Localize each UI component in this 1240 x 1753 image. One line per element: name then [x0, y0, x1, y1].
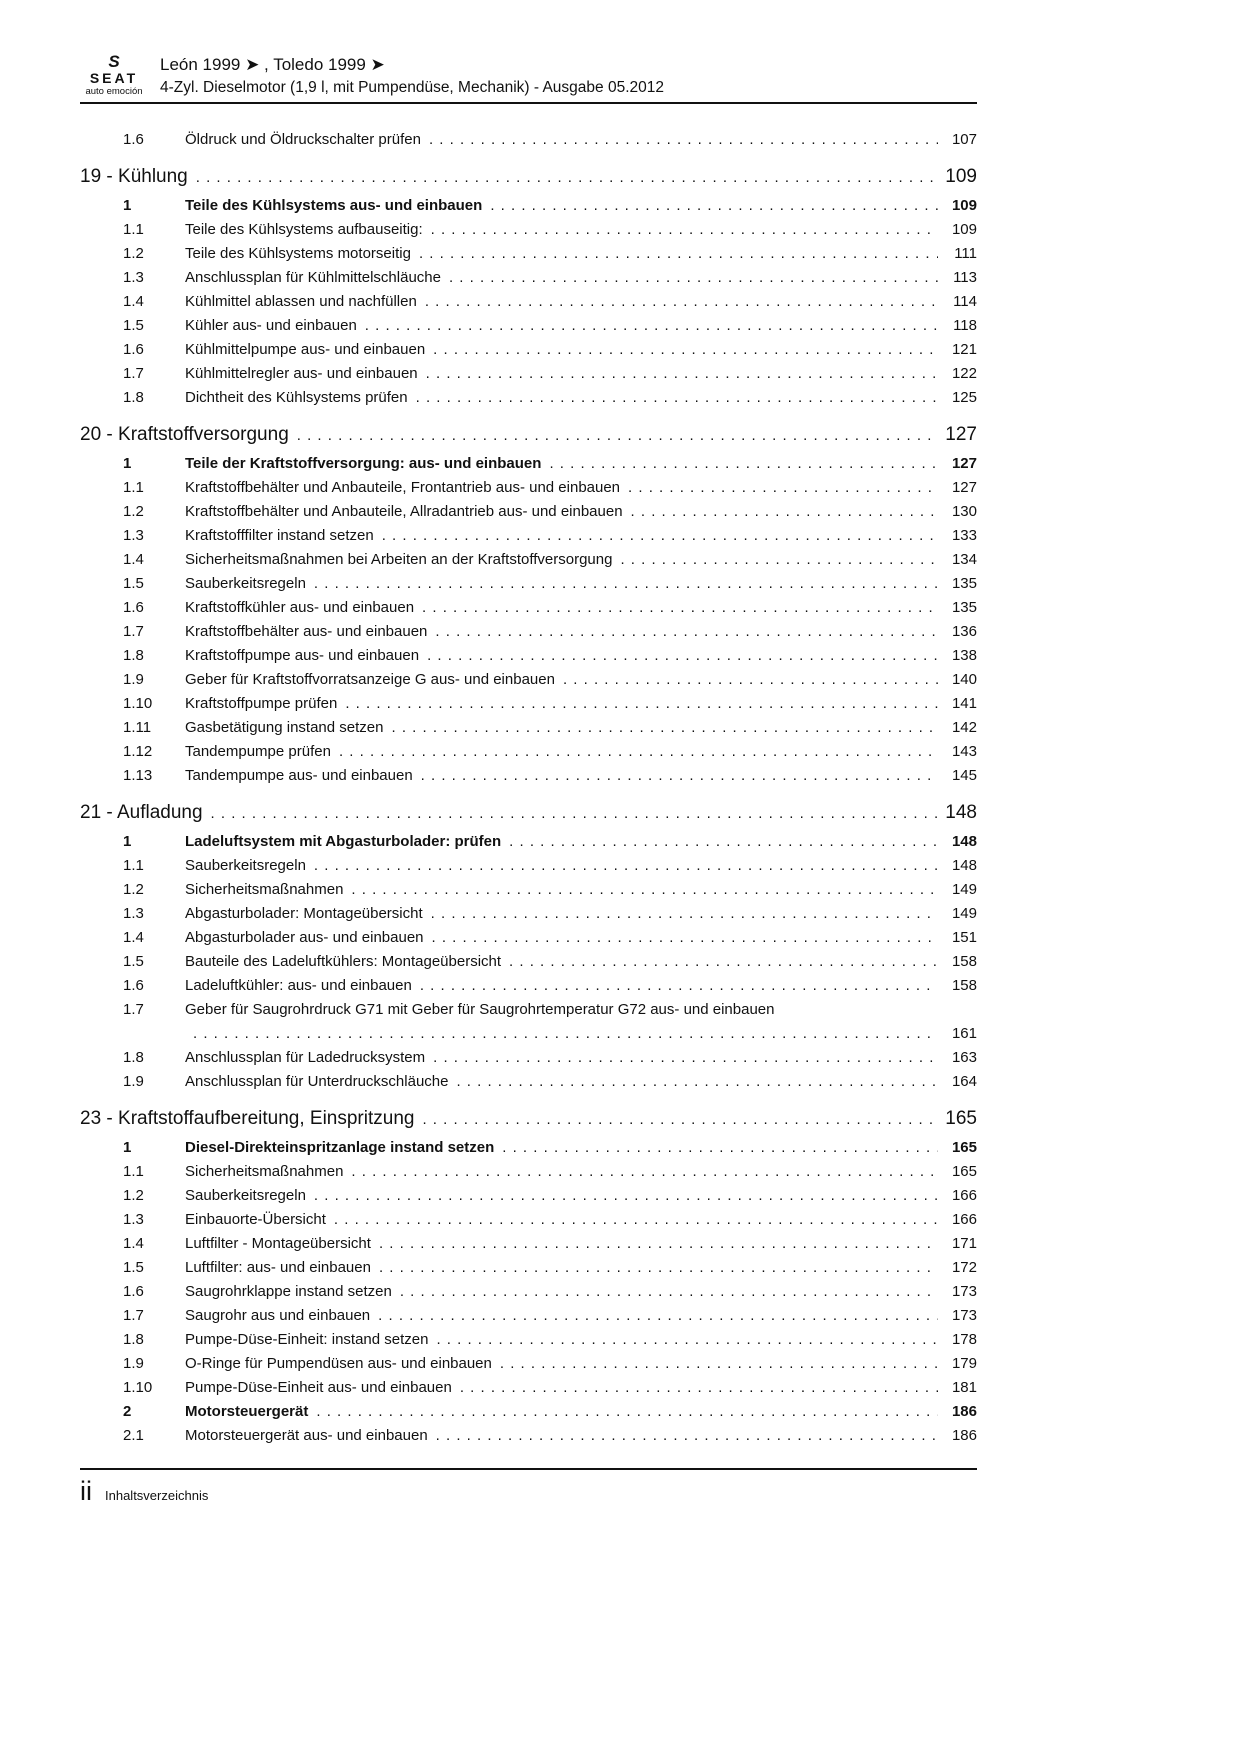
toc-item: [80, 194, 977, 218]
header-model-line: León 1999 ➤ , Toledo 1999 ➤: [160, 54, 385, 74]
toc-item-title: Kraftstoffpumpe prüfen: [185, 694, 338, 712]
dot-leader: [339, 740, 938, 764]
dot-leader: [382, 524, 938, 548]
toc-item-number: 1.10: [123, 694, 153, 712]
toc-item-number: 1.7: [123, 622, 144, 640]
toc-item-title: Geber für Saugrohrdruck G71 mit Geber für Saugrohrtemperatur G72 aus- und einbauen: [185, 1000, 775, 1018]
toc-item-page: 140: [951, 670, 977, 688]
toc-item-page: 166: [951, 1186, 977, 1204]
toc-item-number: 1.7: [123, 1306, 144, 1324]
toc-item-number: 1.1: [123, 478, 144, 496]
toc-item: [80, 1208, 977, 1232]
toc-chapter-title: 23 - Kraftstoffaufbereitung, Einspritzung: [80, 1107, 415, 1129]
toc-item: [80, 266, 977, 290]
document-page: [80, 0, 977, 1505]
toc-item-title: Tandempumpe prüfen: [185, 742, 331, 760]
dot-leader: [314, 1184, 938, 1208]
toc-item: [80, 692, 977, 716]
dot-leader: [425, 290, 938, 314]
toc-item: [80, 596, 977, 620]
page-header: [80, 54, 977, 104]
dot-leader: [421, 764, 938, 788]
dot-leader: [345, 692, 938, 716]
toc-item-page: 111: [954, 244, 977, 262]
toc-item-page: 114: [953, 292, 977, 310]
toc-item-number: 1.7: [123, 1000, 144, 1018]
toc-item-number: 1.2: [123, 502, 144, 520]
toc-chapter-title: 19 - Kühlung: [80, 165, 188, 187]
seat-logo: [80, 54, 148, 97]
dot-leader: [378, 1304, 938, 1328]
toc-item: [80, 1022, 977, 1046]
toc-item-page: 135: [951, 598, 977, 616]
toc-item-number: 1.6: [123, 598, 144, 616]
toc-item-title: Kühlmittelpumpe aus- und einbauen: [185, 340, 426, 358]
toc-item-title: Kraftstoffkühler aus- und einbauen: [185, 598, 415, 616]
toc-item-page: 149: [951, 904, 977, 922]
dot-leader: [419, 242, 938, 266]
dot-leader: [500, 1352, 938, 1376]
toc-chapter-page: 165: [945, 1107, 977, 1129]
toc-item-page: 113: [953, 268, 977, 286]
toc-item-title: Diesel-Direkteinspritzanlage instand setzen: [185, 1138, 495, 1156]
toc-item-title: Kraftstoffbehälter und Anbauteile, Frontantrieb aus- und einbauen: [185, 478, 621, 496]
toc-item-number: 1.9: [123, 670, 144, 688]
toc-item-number: 1.3: [123, 268, 144, 286]
toc-item-page: 145: [951, 766, 977, 784]
dot-leader: [631, 500, 938, 524]
toc-item-title: Pumpe-Düse-Einheit aus- und einbauen: [185, 1378, 452, 1396]
toc-item-number: 1.8: [123, 1048, 144, 1066]
dot-leader: [509, 950, 938, 974]
toc-item-number: 1.6: [123, 340, 144, 358]
dot-leader: [420, 974, 938, 998]
toc-chapter-page: 127: [945, 423, 977, 445]
toc-item: [80, 338, 977, 362]
toc-item-number: 1.2: [123, 880, 144, 898]
toc-item-number: 1.2: [123, 1186, 144, 1204]
dot-leader: [549, 452, 938, 476]
toc-item-page: 158: [951, 976, 977, 994]
toc-item-title: Sicherheitsmaßnahmen: [185, 880, 344, 898]
toc-item: [80, 1160, 977, 1184]
toc-item-page: 136: [951, 622, 977, 640]
toc-item-number: 1.13: [123, 766, 153, 784]
toc-item: [80, 452, 977, 476]
toc-item-page: 163: [951, 1048, 977, 1066]
page-footer: [80, 1468, 977, 1505]
toc-item: [80, 764, 977, 788]
dot-leader: [563, 668, 938, 692]
toc-item-number: 1.4: [123, 928, 144, 946]
toc-chapter: [80, 421, 977, 449]
toc-item-page: 141: [951, 694, 977, 712]
toc-item-title: Saugrohrklappe instand setzen: [185, 1282, 392, 1300]
dot-leader: [351, 1160, 938, 1184]
toc-item-number: 1.5: [123, 1258, 144, 1276]
dot-leader: [431, 902, 938, 926]
brand-tagline: auto emoción: [85, 86, 143, 97]
toc-item-title: Kraftstofffilter instand setzen: [185, 526, 374, 544]
toc-item: [80, 716, 977, 740]
toc-item-title: Luftfilter - Montageübersicht: [185, 1234, 371, 1252]
toc-item-page: 130: [951, 502, 977, 520]
toc-item-title: Sauberkeitsregeln: [185, 574, 306, 592]
toc-item-number: 1.9: [123, 1354, 144, 1372]
toc-item-number: 1.11: [123, 718, 152, 736]
brand-name: SEAT: [89, 70, 139, 86]
toc-item-title: O-Ringe für Pumpendüsen aus- und einbauen: [185, 1354, 492, 1372]
toc-item-page: 158: [951, 952, 977, 970]
toc-item: [80, 572, 977, 596]
footer-label: Inhaltsverzeichnis: [105, 1487, 209, 1503]
seat-s-icon: S: [108, 52, 120, 71]
toc-item-page: 118: [953, 316, 977, 334]
toc-item-number: 1.5: [123, 316, 144, 334]
toc-item-page: 134: [951, 550, 977, 568]
toc-item-title: Kraftstoffbehälter aus- und einbauen: [185, 622, 428, 640]
toc-item: [80, 740, 977, 764]
toc-item-title: Dichtheit des Kühlsystems prüfen: [185, 388, 408, 406]
toc-item: [80, 950, 977, 974]
toc-item-number: 1.4: [123, 1234, 144, 1252]
toc-item-title: Luftfilter: aus- und einbauen: [185, 1258, 371, 1276]
dot-leader: [449, 266, 938, 290]
table-of-contents: [80, 128, 977, 1448]
toc-item-page: 121: [951, 340, 977, 358]
toc-item-page: 142: [951, 718, 977, 736]
toc-chapter: [80, 163, 977, 191]
toc-item: [80, 998, 977, 1022]
toc-item-page: 125: [951, 388, 977, 406]
toc-item: [80, 548, 977, 572]
toc-item-title: Abgasturbolader aus- und einbauen: [185, 928, 424, 946]
toc-item-page: 165: [951, 1162, 977, 1180]
toc-item-number: 1.10: [123, 1378, 153, 1396]
toc-item-number: 1.8: [123, 646, 144, 664]
toc-item-number: 1.1: [123, 1162, 144, 1180]
toc-item-number: 1.6: [123, 1282, 144, 1300]
dot-leader: [433, 1046, 938, 1070]
toc-item-title: Kraftstoffbehälter und Anbauteile, Allradantrieb aus- und einbauen: [185, 502, 623, 520]
toc-item-title: Kühler aus- und einbauen: [185, 316, 357, 334]
toc-item-number: 1: [123, 832, 132, 850]
toc-item-page: 143: [951, 742, 977, 760]
toc-item: [80, 854, 977, 878]
toc-item-number: 1.2: [123, 244, 144, 262]
toc-item-page: 151: [951, 928, 977, 946]
toc-item-title: Tandempumpe aus- und einbauen: [185, 766, 413, 784]
toc-item: [80, 218, 977, 242]
toc-item-title: Bauteile des Ladeluftkühlers: Montageübersicht: [185, 952, 502, 970]
toc-item: [80, 524, 977, 548]
dot-leader: [490, 194, 938, 218]
dot-leader: [456, 1070, 938, 1094]
toc-item-number: 1.8: [123, 1330, 144, 1348]
toc-item: [80, 1376, 977, 1400]
dot-leader: [502, 1136, 938, 1160]
toc-item-page: 149: [951, 880, 977, 898]
dot-leader: [211, 800, 938, 827]
dot-leader: [379, 1232, 938, 1256]
toc-chapter-page: 109: [945, 165, 977, 187]
toc-item-page: 109: [951, 196, 977, 214]
toc-item: [80, 974, 977, 998]
toc-item-page: 109: [951, 220, 977, 238]
toc-item: [80, 878, 977, 902]
toc-item-title: Sicherheitsmaßnahmen bei Arbeiten an der Kraftstoffversorgung: [185, 550, 613, 568]
toc-item: [80, 386, 977, 410]
toc-item-page: 166: [951, 1210, 977, 1228]
toc-item-page: 135: [951, 574, 977, 592]
toc-item: [80, 128, 977, 152]
dot-leader: [400, 1280, 938, 1304]
toc-item-number: 1.3: [123, 904, 144, 922]
toc-item: [80, 1280, 977, 1304]
toc-item: [80, 1136, 977, 1160]
toc-item-page: 179: [951, 1354, 977, 1372]
toc-item-number: 1.4: [123, 292, 144, 310]
toc-item-page: 186: [951, 1426, 977, 1444]
toc-item-number: 1.8: [123, 388, 144, 406]
toc-item-title: Teile der Kraftstoffversorgung: aus- und einbauen: [185, 454, 542, 472]
toc-item-title: Kühlmittel ablassen und nachfüllen: [185, 292, 417, 310]
toc-item: [80, 1424, 977, 1448]
toc-item-page: 173: [951, 1282, 977, 1300]
toc-item: [80, 830, 977, 854]
toc-body: [80, 128, 977, 1448]
toc-item-page: 186: [951, 1402, 977, 1420]
toc-item-number: 1.9: [123, 1072, 144, 1090]
toc-item-title: Abgasturbolader: Montageübersicht: [185, 904, 423, 922]
toc-item: [80, 362, 977, 386]
toc-chapter: [80, 799, 977, 827]
toc-item-title: Sicherheitsmaßnahmen: [185, 1162, 344, 1180]
dot-leader: [426, 362, 938, 386]
toc-item: [80, 926, 977, 950]
dot-leader: [196, 164, 938, 191]
toc-item: [80, 902, 977, 926]
dot-leader: [422, 596, 938, 620]
toc-item-number: 1: [123, 196, 132, 214]
dot-leader: [316, 1400, 938, 1424]
toc-item-title: Saugrohr aus und einbauen: [185, 1306, 371, 1324]
toc-item-number: 1.5: [123, 574, 144, 592]
toc-item: [80, 1256, 977, 1280]
toc-item-number: 1: [123, 1138, 132, 1156]
dot-leader: [416, 386, 938, 410]
toc-item-page: 133: [951, 526, 977, 544]
toc-item-page: 178: [951, 1330, 977, 1348]
dot-leader: [460, 1376, 938, 1400]
dot-leader: [314, 854, 938, 878]
toc-item: [80, 290, 977, 314]
toc-item-number: 1.4: [123, 550, 144, 568]
toc-item-title: Gasbetätigung instand setzen: [185, 718, 384, 736]
toc-item-page: 165: [951, 1138, 977, 1156]
dot-leader: [436, 1424, 938, 1448]
toc-item-number: 1.3: [123, 526, 144, 544]
toc-item: [80, 620, 977, 644]
toc-item-page: 127: [951, 454, 977, 472]
toc-item-number: 1.3: [123, 1210, 144, 1228]
dot-leader: [620, 548, 938, 572]
toc-item-title: Kühlmittelregler aus- und einbauen: [185, 364, 418, 382]
dot-leader: [427, 644, 938, 668]
toc-item-title: Motorsteuergerät aus- und einbauen: [185, 1426, 428, 1444]
toc-item-page: 172: [951, 1258, 977, 1276]
toc-item-page: 181: [951, 1378, 977, 1396]
toc-item: [80, 1184, 977, 1208]
toc-item-page: 171: [951, 1234, 977, 1252]
toc-item: [80, 1304, 977, 1328]
toc-item: [80, 1232, 977, 1256]
toc-item-title: Motorsteuergerät: [185, 1402, 309, 1420]
toc-item: [80, 1070, 977, 1094]
toc-item-number: 2: [123, 1402, 132, 1420]
toc-item: [80, 242, 977, 266]
toc-item-page: 122: [951, 364, 977, 382]
dot-leader: [436, 1328, 938, 1352]
dot-leader: [391, 716, 938, 740]
toc-item-page: 148: [951, 832, 977, 850]
toc-item: [80, 500, 977, 524]
dot-leader: [509, 830, 938, 854]
dot-leader: [432, 926, 938, 950]
toc-item-page: 173: [951, 1306, 977, 1324]
toc-item-title: Sauberkeitsregeln: [185, 1186, 306, 1204]
toc-item-title: Sauberkeitsregeln: [185, 856, 306, 874]
toc-item-page: 148: [951, 856, 977, 874]
toc-item: [80, 314, 977, 338]
toc-item-number: 1.6: [123, 130, 144, 148]
toc-item-page: 138: [951, 646, 977, 664]
toc-item-number: 1.7: [123, 364, 144, 382]
dot-leader: [351, 878, 938, 902]
dot-leader: [433, 338, 938, 362]
toc-item-number: 1.1: [123, 856, 144, 874]
dot-leader: [314, 572, 938, 596]
dot-leader: [422, 1106, 938, 1133]
dot-leader: [334, 1208, 938, 1232]
toc-item-title: Anschlussplan für Kühlmittelschläuche: [185, 268, 441, 286]
toc-item-title: Teile des Kühlsystems aus- und einbauen: [185, 196, 483, 214]
dot-leader: [431, 218, 938, 242]
toc-item-page: 107: [951, 130, 977, 148]
toc-item-page: 161: [951, 1024, 977, 1042]
toc-item-number: 1.12: [123, 742, 153, 760]
toc-item-number: 2.1: [123, 1426, 144, 1444]
page-number: ii: [80, 1475, 92, 1506]
toc-chapter-page: 148: [945, 801, 977, 823]
dot-leader: [379, 1256, 938, 1280]
toc-item-page: 127: [951, 478, 977, 496]
toc-item-title: Ladeluftsystem mit Abgasturbolader: prüfen: [185, 832, 502, 850]
toc-item-title: Teile des Kühlsystems aufbauseitig:: [185, 220, 423, 238]
toc-item-page: 164: [951, 1072, 977, 1090]
dot-leader: [429, 128, 938, 152]
toc-item-number: 1: [123, 454, 132, 472]
toc-chapter-title: 20 - Kraftstoffversorgung: [80, 423, 289, 445]
toc-item-title: Anschlussplan für Ladedrucksystem: [185, 1048, 426, 1066]
toc-item-number: 1.1: [123, 220, 144, 238]
toc-item-number: 1.5: [123, 952, 144, 970]
toc-item-title: Öldruck und Öldruckschalter prüfen: [185, 130, 421, 148]
toc-chapter: [80, 1105, 977, 1133]
dot-leader: [435, 620, 938, 644]
toc-item: [80, 1328, 977, 1352]
dot-leader: [628, 476, 938, 500]
toc-item-number: 1.6: [123, 976, 144, 994]
header-manual-line: 4-Zyl. Dieselmotor (1,9 l, mit Pumpendüse, Mechanik) - Ausgabe 05.2012: [160, 78, 664, 96]
toc-item-title: Anschlussplan für Unterdruckschläuche: [185, 1072, 449, 1090]
toc-item: [80, 1046, 977, 1070]
toc-chapter-title: 21 - Aufladung: [80, 801, 203, 823]
dot-leader: [297, 422, 938, 449]
toc-item-title: Einbauorte-Übersicht: [185, 1210, 326, 1228]
toc-item-title: Teile des Kühlsystems motorseitig: [185, 244, 411, 262]
toc-item: [80, 668, 977, 692]
toc-item-title: Geber für Kraftstoffvorratsanzeige G aus- und einbauen: [185, 670, 555, 688]
toc-item: [80, 1400, 977, 1424]
toc-item-title: Ladeluftkühler: aus- und einbauen: [185, 976, 412, 994]
dot-leader: [365, 314, 938, 338]
toc-item: [80, 1352, 977, 1376]
toc-item: [80, 476, 977, 500]
header-titles: [160, 55, 977, 97]
toc-item-title: Pumpe-Düse-Einheit: instand setzen: [185, 1330, 429, 1348]
dot-leader: [193, 1022, 938, 1046]
toc-item: [80, 644, 977, 668]
toc-item-title: Kraftstoffpumpe aus- und einbauen: [185, 646, 420, 664]
